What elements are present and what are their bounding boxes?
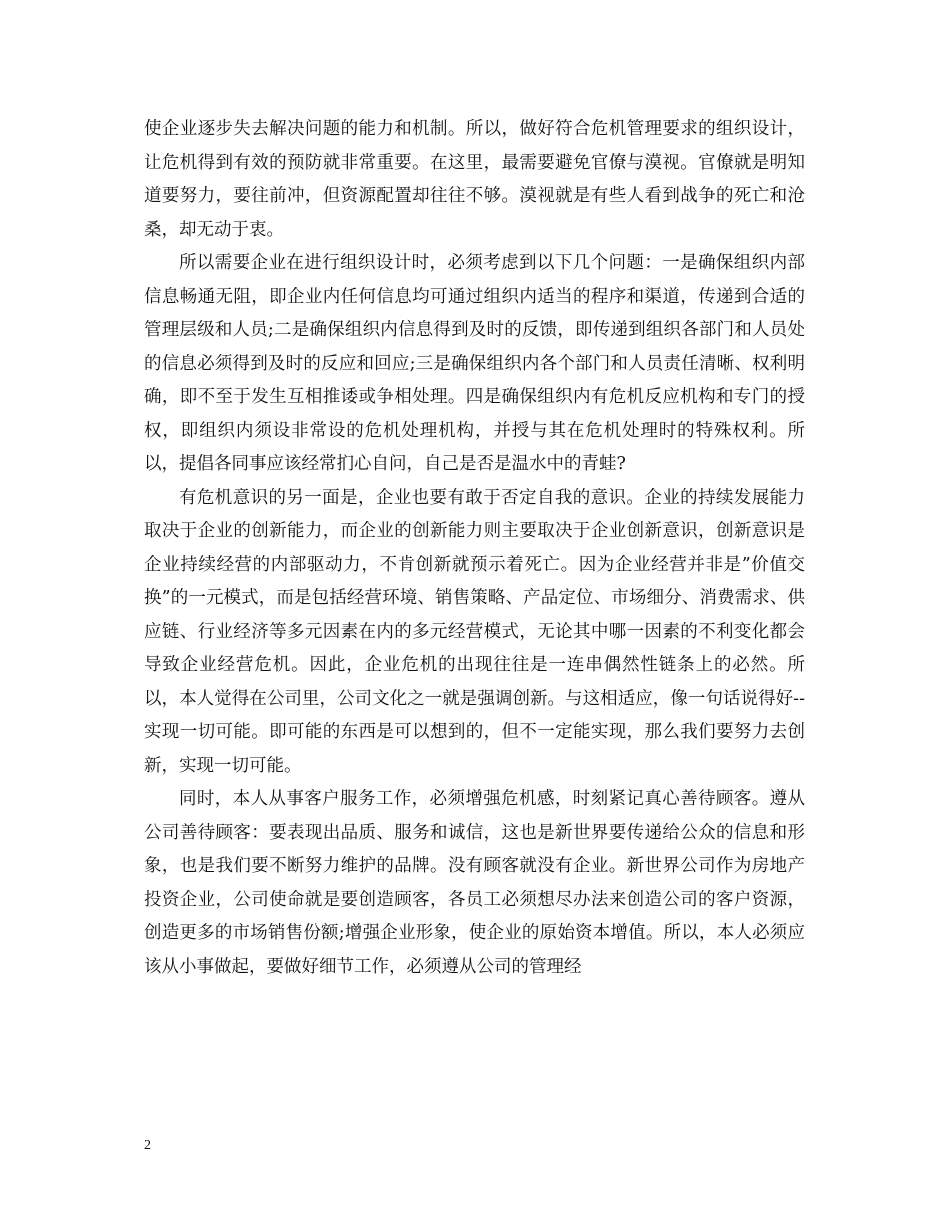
paragraph-2: 所以需要企业在进行组织设计时，必须考虑到以下几个问题：一是确保组织内部信息畅通无阻，即企业内任何信息均可通过组织内适当的程序和渠道，传递到合适的管理层级和人员;二是确保组织内信息得到及时的反馈，即传递到组织各部门和人员处的信息必须得到及时的反应和回应;三是确保组织内各个部门和人员责任清晰、权利明确，即不至于发生互相推诿或争相处理。四是确保组织内有危机反应机构和专门的授权，即组织内须设非常设的危机处理机构，并授与其在危机处理时的特殊权利。所以，提倡各同事应该经常扪心自问，自己是否是温水中的青蛙? [144,253,805,474]
paragraph-1: 使企业逐步失去解决问题的能力和机制。所以，做好符合危机管理要求的组织设计，让危机得到有效的预防就非常重要。在这里，最需要避免官僚与漠视。官僚就是明知道要努力，要往前冲，但资源配置却往往不够。漠视就是有些人看到战争的死亡和沧桑，却无动于衷。 [144,119,805,240]
paragraph-4: 同时，本人从事客户服务工作，必须增强危机感，时刻紧记真心善待顾客。遵从公司善待顾客：要表现出品质、服务和诚信，这也是新世界要传递给公众的信息和形象，也是我们要不断努力维护的品牌。没有顾客就没有企业。新世界公司作为房地产投资企业，公司使命就是要创造顾客，各员工必须想尽办法来创造公司的客户资源，创造更多的市场销售份额;增强企业形象，使企业的原始资本增值。所以，本人必须应该从小事做起，要做好细节工作，必须遵从公司的管理经 [144,789,805,977]
paragraph-3: 有危机意识的另一面是，企业也要有敢于否定自我的意识。企业的持续发展能力取决于企业的创新能力，而企业的创新能力则主要取决于企业创新意识，创新意识是企业持续经营的内部驱动力，不肯创新就预示着死亡。因为企业经营并非是”价值交换”的一元模式，而是包括经营环境、销售策略、产品定位、市场细分、消费需求、供应链、行业经济等多元因素在内的多元经营模式，无论其中哪一因素的不利变化都会导致企业经营危机。因此，企业危机的出现往往是一连串偶然性链条上的必然。所以，本人觉得在公司里，公司文化之一就是强调创新。与这相适应，像一句话说得好--实现一切可能。即可能的东西是可以想到的，但不一定能实现，那么我们要努力去创新，实现一切可能。 [144,487,805,776]
page-number: 2 [144,1138,151,1153]
body-text [144,113,805,984]
